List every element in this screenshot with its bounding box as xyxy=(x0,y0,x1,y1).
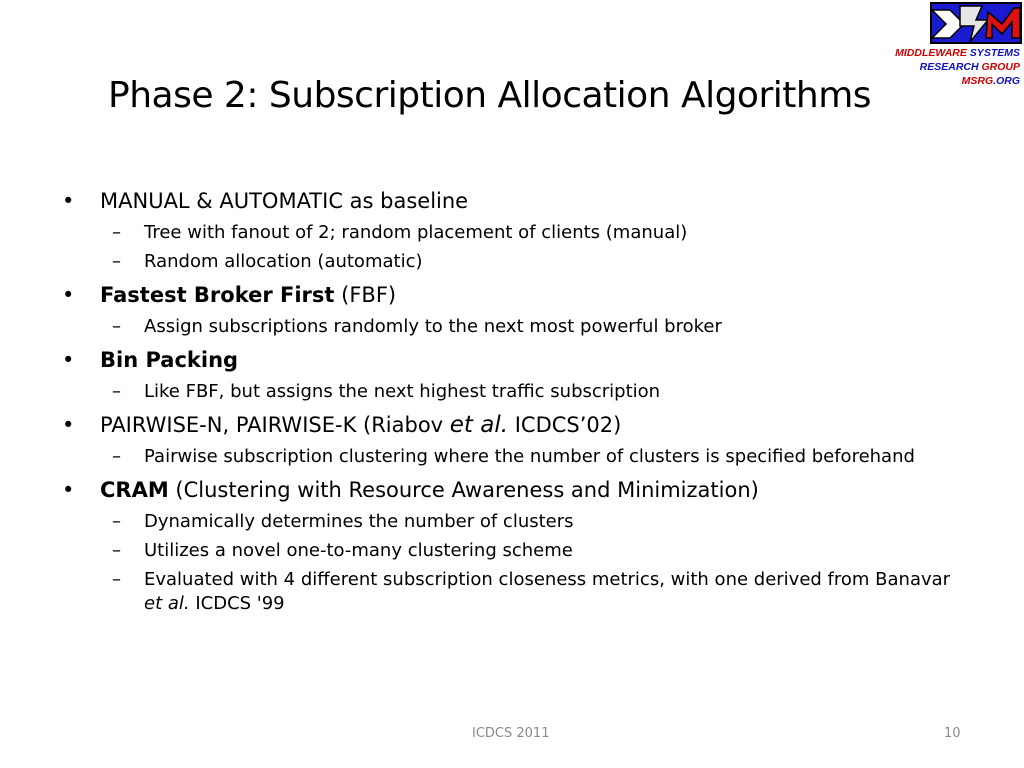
dash-marker: – xyxy=(112,446,121,467)
dash-marker: – xyxy=(112,316,121,337)
bullet-item: • MANUAL & AUTOMATIC as baseline xyxy=(62,186,962,216)
sub-bullet-item: – Tree with fanout of 2; random placement of clients (manual) xyxy=(112,222,688,243)
sub-bullet-item: – Assign subscriptions randomly to the next most powerful broker xyxy=(112,316,722,337)
msrg-logo-icon xyxy=(930,2,1022,44)
bullet-marker: • xyxy=(62,189,75,213)
sub-bullet-item: – Random allocation (automatic) xyxy=(112,251,423,272)
dash-marker: – xyxy=(112,251,121,272)
bullet-marker: • xyxy=(62,478,75,502)
bullet-list xyxy=(62,180,962,616)
sub-bullet-item: – Dynamically determines the number of clusters xyxy=(112,511,574,532)
page-number: 10 xyxy=(944,726,961,741)
sub-bullet-item: – Pairwise subscription clustering where the number of clusters is specified beforehand xyxy=(112,446,915,467)
dash-marker: – xyxy=(112,222,121,243)
dash-marker: – xyxy=(112,511,121,532)
bullet-marker: • xyxy=(62,413,75,437)
bullet-item: • Bin Packing xyxy=(62,345,962,375)
bullet-item: • CRAM (Clustering with Resource Awareness and Minimization) xyxy=(62,475,962,505)
bullet-item: • PAIRWISE-N, PAIRWISE-K (Riabov et al. ICDCS’02) xyxy=(62,412,622,438)
dash-marker: – xyxy=(112,569,121,590)
bullet-item: • Fastest Broker First (FBF) xyxy=(62,280,962,310)
dash-marker: – xyxy=(112,381,121,402)
footer-conference: ICDCS 2011 xyxy=(472,726,550,741)
bullet-marker: • xyxy=(62,283,75,307)
sub-bullet-item: – Utilizes a novel one-to-many clustering scheme xyxy=(112,540,573,561)
bullet-marker: • xyxy=(62,348,75,372)
sub-bullet-item: – Like FBF, but assigns the next highest traffic subscription xyxy=(112,381,661,402)
msrg-logo-text: MIDDLEWARE SYSTEMS RESEARCH GROUP MSRG.ORG xyxy=(895,47,1020,87)
sub-bullet-item: – Evaluated with 4 different subscription closeness metrics, with one derived from Banavar et al. ICDCS '99 xyxy=(112,569,951,614)
slide-title: Phase 2: Subscription Allocation Algorithms xyxy=(108,75,872,116)
dash-marker: – xyxy=(112,540,121,561)
